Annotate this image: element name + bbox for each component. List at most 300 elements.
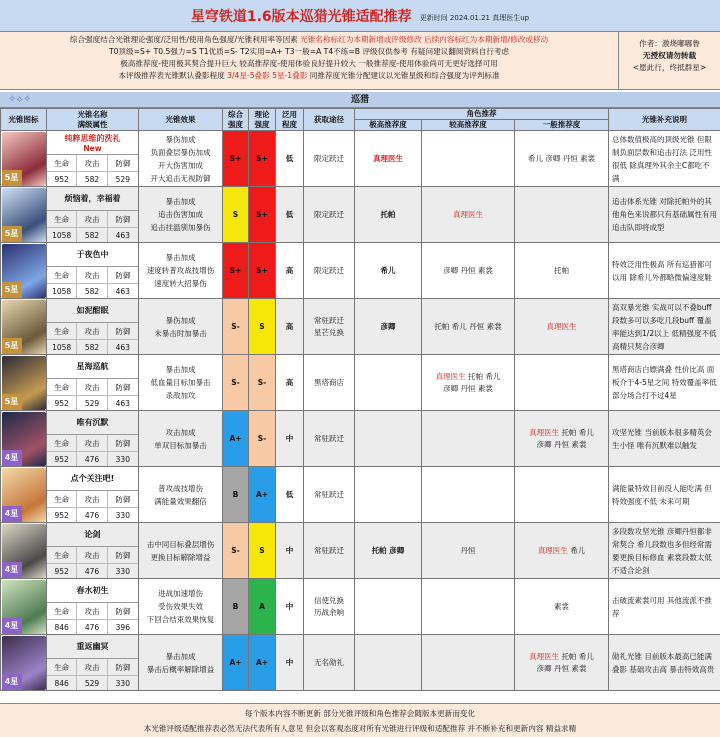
col-icon: 光锥图标 [1,109,47,131]
stat-label-def: 防御 [108,323,138,340]
cone-effect [139,131,223,187]
rarity-badge: 4星 [2,618,22,634]
col-role-low: 一般推荐度 [515,120,609,131]
stat-atk: 582 [77,172,107,186]
legend-line-4a: 本评级推荐表光锥默认叠影程度 [118,71,225,80]
cone-name-cell [47,131,139,187]
role-mid [422,523,515,579]
role-mid [422,579,515,635]
stat-hp: 846 [47,676,77,690]
source-line: 无名勋礼 [314,657,344,667]
overall-grade: A+ [223,635,249,691]
cone-effect [139,411,223,467]
cone-effect [139,299,223,355]
cone-name [47,355,138,379]
overall-grade: S- [223,299,249,355]
rarity-badge: 5星 [2,394,22,410]
role-high [355,635,422,691]
stat-atk: 529 [77,396,107,410]
col-effect: 光锥效果 [139,109,223,131]
cone-name [47,411,138,435]
usage-level: 高 [276,243,304,299]
cone-thumbnail [2,524,46,578]
effect-line: 负面叠层暴伤加成 [150,147,211,157]
cone-name [47,243,138,267]
cone-note: 黑塔商店白嫖满叠 性价比高 面板介于4-5星之间 特效覆盖率低 部分场合打不过4星 [609,355,720,411]
stat-label-atk: 攻击 [77,267,107,284]
table-row [1,635,720,691]
stat-def: 463 [115,398,130,408]
author-box [618,32,720,89]
cone-name-text: 春水初生 [76,586,109,595]
cone-icon-cell [1,635,47,691]
source-line: 常驻跃迁 [314,489,344,499]
usage-level: 低 [276,467,304,523]
stat-def: 330 [115,454,130,464]
cone-table [0,108,720,691]
table-row [1,131,720,187]
cone-note: 总体数值极高的顶级光锥 但限制负面层数和追击打法 泛用性很低 除真理外其余主C都吃不满 [609,131,720,187]
effect-line: 受伤效果失效 [158,602,203,611]
col-role-high: 极高推荐度 [355,120,422,131]
path-header [0,92,720,108]
overall-grade: S+ [223,243,249,299]
cone-icon-cell [1,243,47,299]
effect-line: 开大追击无视防御 [150,173,211,183]
effect-line: 未暴击时加暴击 [154,328,207,338]
usage-level: 低 [276,131,304,187]
col-source: 获取途径 [304,109,355,131]
stat-def: 463 [115,342,130,352]
role-name: 托帕 [559,651,577,661]
effect-line: 普攻战技增伤 [158,483,203,493]
cone-thumbnail [2,356,46,410]
cone-name [47,635,138,659]
role-mid [422,411,515,467]
role-high [355,523,422,579]
rarity-badge: 4星 [2,674,22,690]
path-label: 巡猎 [350,95,369,105]
acquire-source [304,355,355,411]
stat-def: 330 [115,678,130,688]
cone-note: 高双暴光锥 实战可以不叠buff 段数多可以多吃几段buff 覆盖率能达到1/2以上 低精强度不低 高精只契合彦卿 [609,299,720,355]
cone-name-text: 星海巡航 [76,362,109,371]
source-line: 常驻跃迁 [314,545,344,555]
usage-level: 中 [276,579,304,635]
rarity-badge: 4星 [2,450,22,466]
stat-def: 330 [115,566,130,576]
source-line: 限定跃迁 [314,265,344,275]
effect-line: 击中同目标叠层增伤 [146,539,215,549]
stat-def: 396 [115,622,130,632]
legend-line-4b: 同推荐度光锥分配建议以光锥星级和综合强度为评判标准 [309,71,500,80]
cone-name-text: 唯有沉默 [76,418,109,427]
stat-hp: 952 [47,172,77,186]
role-high [355,355,422,411]
table-row [1,467,720,523]
stat-label-hp: 生命 [47,267,77,284]
stat-hp: 952 [47,452,77,466]
cone-thumbnail [2,580,46,634]
cone-name [47,299,138,323]
cone-name-cell [47,523,139,579]
effect-line: 满能量效果翻倍 [154,496,207,506]
source-line: 常驻跃迁 [314,433,344,443]
role-mid [422,187,515,243]
table-row [1,411,720,467]
stat-label-hp: 生命 [47,211,77,228]
cone-effect [139,467,223,523]
update-date: 更新时间 2024.01.21 真理医生up [419,13,530,22]
role-low [515,243,609,299]
rarity-badge: 4星 [2,506,22,522]
role-name: 彦卿 [443,383,459,393]
theory-grade: S [249,299,276,355]
stat-label-atk: 攻击 [77,659,107,676]
stat-label-hp: 生命 [47,659,77,676]
usage-level: 低 [276,187,304,243]
stat-atk: 476 [77,620,107,634]
col-theory: 理论 强度 [249,109,276,131]
role-name: 希儿 [527,153,543,163]
effect-line: 进战加速增伤 [158,589,203,598]
effect-line: 速度转大招暴伤 [154,279,207,288]
stat-grid [47,267,138,298]
role-name: 希儿 [576,651,594,661]
role-low [515,411,609,467]
role-name: 素裳 [475,383,493,393]
cone-icon-cell [1,523,47,579]
stat-hp: 1058 [47,340,77,354]
stat-atk: 582 [77,284,107,298]
role-name: 彦卿 [536,439,552,449]
stat-grid [47,323,138,354]
theory-grade: S+ [249,187,276,243]
stat-grid [47,435,138,466]
stat-hp: 1058 [47,284,77,298]
usage-level: 中 [276,411,304,467]
col-overall: 综合 强度 [223,109,249,131]
role-name: 希儿 [380,265,396,275]
stat-label-def: 防御 [108,435,138,452]
source-line: 常驻跃迁 [314,315,344,325]
table-row [1,187,720,243]
cone-thumbnail [2,300,46,354]
path-emblem-icon: ✧⟡✧ [8,94,32,105]
copyright-note: 无授权请勿转载 [642,51,697,60]
effect-line: 单双目标加暴击 [154,440,207,450]
role-high [355,131,422,187]
role-name: 彦卿 [443,265,459,275]
stat-label-atk: 攻击 [77,155,107,172]
info-panel [0,32,720,90]
cone-name [47,523,138,547]
cone-name-cell [47,355,139,411]
role-name: 丹恒 [560,153,578,163]
stat-label-def: 防御 [108,547,138,564]
stat-def: 463 [115,286,130,296]
role-name: 丹恒 [460,545,476,555]
legend-line-4-red: 3/4星-5叠影 5星-1叠影 [227,71,308,80]
role-low [515,635,609,691]
legend-line-1: 综合强度结合光锥理论强度/泛用性/使用角色强度/光锥利用率等因素 [69,35,298,44]
source-line: 历战余响 [314,607,344,617]
cone-name-text: 于夜色中 [76,250,109,259]
cone-thumbnail [2,244,46,298]
effect-line: 下回合结束效果恢复 [146,615,215,624]
rarity-badge: 5星 [2,226,22,242]
cone-note: 攻坚光锥 当前版本很多精英会生小怪 唯有沉默难以触发 [609,411,720,467]
rarity-badge: 5星 [2,282,22,298]
cone-name-text: 烦恼着，幸福着 [64,194,121,203]
source-line: 星芒兑换 [314,327,344,337]
cone-icon-cell [1,579,47,635]
theory-grade: S [249,523,276,579]
cone-name-cell [47,635,139,691]
role-name: 托帕 [371,545,387,555]
role-high [355,411,422,467]
effect-line: 开大伤害加成 [158,160,203,170]
role-name: 托帕 [380,209,396,219]
stat-label-def: 防御 [108,155,138,172]
usage-level: 中 [276,523,304,579]
cone-name-text: 纯粹思维的洗礼 [64,133,121,143]
effect-line: 暴伤加成 [165,134,196,144]
stat-label-hp: 生命 [47,547,77,564]
role-name: 希儿 [483,371,501,381]
cone-thumbnail [2,636,46,690]
role-mid [422,299,515,355]
role-low [515,187,609,243]
role-name: 丹恒 [458,265,476,275]
cone-note: 追击体系光锥 对除托帕外的其他角色来说都只有基础属性有用 追击队即将成型 [609,187,720,243]
role-name: 彦卿 [542,153,561,163]
role-name: 丹恒 [551,439,569,449]
stat-label-def: 防御 [108,491,138,508]
role-name: 希儿 [449,321,467,331]
stat-def: 463 [115,230,130,240]
stat-label-hp: 生命 [47,603,77,620]
role-name: 素裳 [569,439,587,449]
source-line: 黑塔商店 [314,377,344,387]
stat-atk: 529 [77,676,107,690]
cone-thumbnail [2,132,46,186]
role-high [355,187,422,243]
col-name: 光锥名称 满级属性 [47,109,139,131]
stat-grid [47,211,138,242]
cone-effect [139,243,223,299]
cone-note: 特效泛用性极高 所有巡猎都可以用 除希儿外都略微偏速度鞋 [609,243,720,299]
role-name: 素裳 [577,153,596,163]
role-name: 托帕 [559,427,577,437]
stat-label-atk: 攻击 [77,491,107,508]
role-low [515,579,609,635]
stat-label-atk: 攻击 [77,323,107,340]
stat-atk: 582 [77,228,107,242]
theory-grade: S+ [249,131,276,187]
stat-def: 330 [115,510,130,520]
stat-grid [47,379,138,410]
cone-icon-cell [1,355,47,411]
table-row [1,579,720,635]
stat-label-def: 防御 [108,659,138,676]
table-row [1,523,720,579]
acquire-source [304,635,355,691]
rarity-badge: 5星 [2,338,22,354]
cone-name-text: 论剑 [84,530,101,539]
role-name: 托帕 [434,321,450,331]
stat-label-atk: 攻击 [77,547,107,564]
cone-icon-cell [1,411,47,467]
stat-grid [47,603,138,634]
cone-name [47,187,138,211]
stat-label-def: 防御 [108,379,138,396]
cone-name-cell [47,467,139,523]
stat-grid [47,547,138,578]
legend-line-1-red: 光锥名称标红为本期新增或评级修改 后续内容标红为本期新增/修改或移动 [300,35,549,44]
role-mid [422,355,515,411]
acquire-source [304,467,355,523]
stat-hp: 846 [47,620,77,634]
title-bar [0,0,720,32]
role-name: 希儿 [576,427,594,437]
usage-level: 高 [276,299,304,355]
legend-text [0,34,618,82]
role-low [515,355,609,411]
role-mid [422,243,515,299]
col-note: 光锥补充说明 [609,109,720,131]
acquire-source [304,243,355,299]
cone-note: 多段数攻坚光锥 彦卿丹恒都非常契合 希儿段数也多但经常需要更换目标修血 素裳段数太低不适合论剑 [609,523,720,579]
role-name: 真理医生 [546,321,577,331]
stat-def: 529 [115,174,130,184]
effect-line: 暴击加成 [165,197,196,206]
stat-label-atk: 攻击 [77,211,107,228]
cone-icon-cell [1,467,47,523]
cone-icon-cell [1,131,47,187]
role-name: 素裳 [484,321,502,331]
author-motto: <愿此行，终抵群星> [632,63,707,72]
table-row [1,243,720,299]
acquire-source [304,131,355,187]
col-usage: 泛用 程度 [276,109,304,131]
role-high [355,467,422,523]
stat-label-def: 防御 [108,267,138,284]
role-low [515,299,609,355]
cone-note: 满能量特效目前没人能吃满 但特效强度不低 未来可期 [609,467,720,523]
effect-line: 低血量目标加暴击 [150,378,211,387]
rarity-badge: 5星 [2,170,22,186]
role-name: 素裳 [475,265,493,275]
page-title: 星穹铁道1.6版本巡猎光锥适配推荐 [190,8,412,25]
stat-hp: 952 [47,396,77,410]
stat-hp: 952 [47,508,77,522]
theory-grade: A+ [249,635,276,691]
overall-grade: S- [223,523,249,579]
stat-label-hp: 生命 [47,155,77,172]
overall-grade: A+ [223,411,249,467]
stat-grid [47,659,138,690]
stat-label-atk: 攻击 [77,435,107,452]
cone-thumbnail [2,412,46,466]
theory-grade: S- [249,411,276,467]
cone-thumbnail [2,468,46,522]
cone-effect [139,523,223,579]
stat-label-atk: 攻击 [77,379,107,396]
stat-label-hp: 生命 [47,491,77,508]
acquire-source [304,523,355,579]
footer-line-2: 本光锥评级适配推荐表必然无法代表所有人意见 但会以客观态度对所有光锥进行评级和适配推荐 并不断补充和更新内容 精益求精 [143,724,577,733]
stat-atk: 476 [77,508,107,522]
cone-name-text: 如泥酣眠 [76,306,109,315]
stat-hp: 952 [47,564,77,578]
role-high [355,299,422,355]
overall-grade: S [223,187,249,243]
cone-name-text: 重返幽冥 [76,642,109,651]
role-name: 真理医生 [373,153,403,163]
cone-note: 击破流素裳可用 其他流派不推荐 [609,579,720,635]
cone-effect [139,579,223,635]
stat-label-atk: 攻击 [77,603,107,620]
cone-name-cell [47,299,139,355]
rarity-badge: 4星 [2,562,22,578]
cone-name-cell [47,187,139,243]
role-name: 丹恒 [458,383,476,393]
table-row [1,355,720,411]
effect-line: 攻击加成 [165,427,196,437]
cone-effect [139,635,223,691]
col-role: 角色推荐 [355,109,609,120]
footer [0,703,720,737]
cone-name [47,467,138,491]
role-name: 彦卿 [536,663,552,673]
role-name: 希儿 [567,545,586,555]
stat-label-hp: 生命 [47,323,77,340]
stat-hp: 1058 [47,228,77,242]
effect-line: 暴击加成 [165,365,196,374]
role-name: 真理医生 [453,209,483,219]
effect-line: 杀敌加攻 [165,391,196,400]
usage-level: 高 [276,355,304,411]
legend-line-3: 极高推荐度-使用极其契合提升巨大 较高推荐度-使用体验良好提升较大 一般推荐度-使用体验尚可无更好选择可用 [120,59,498,68]
effect-line: 暴击后概率解除增益 [146,664,215,674]
role-low [515,131,609,187]
overall-grade: B [223,467,249,523]
role-high [355,579,422,635]
acquire-source [304,187,355,243]
table-row [1,299,720,355]
role-name: 托帕 [554,265,569,275]
stat-grid [47,155,138,186]
effect-line: 追击伤害加成 [158,210,203,219]
cone-name-cell [47,411,139,467]
effect-line: 追击挂温驯加暴伤 [150,223,211,232]
role-low [515,467,609,523]
role-name: 素裳 [554,601,569,611]
theory-grade: A+ [249,467,276,523]
role-mid [422,131,515,187]
effect-line: 暴伤加成 [165,315,196,325]
effect-line: 暴击加成 [165,651,196,661]
cone-effect [139,355,223,411]
cone-name-cell [47,243,139,299]
role-name: 托帕 [465,371,483,381]
new-badge: New [83,143,102,153]
cone-icon-cell [1,299,47,355]
overall-grade: B [223,579,249,635]
stat-label-hp: 生命 [47,435,77,452]
stat-label-def: 防御 [108,211,138,228]
